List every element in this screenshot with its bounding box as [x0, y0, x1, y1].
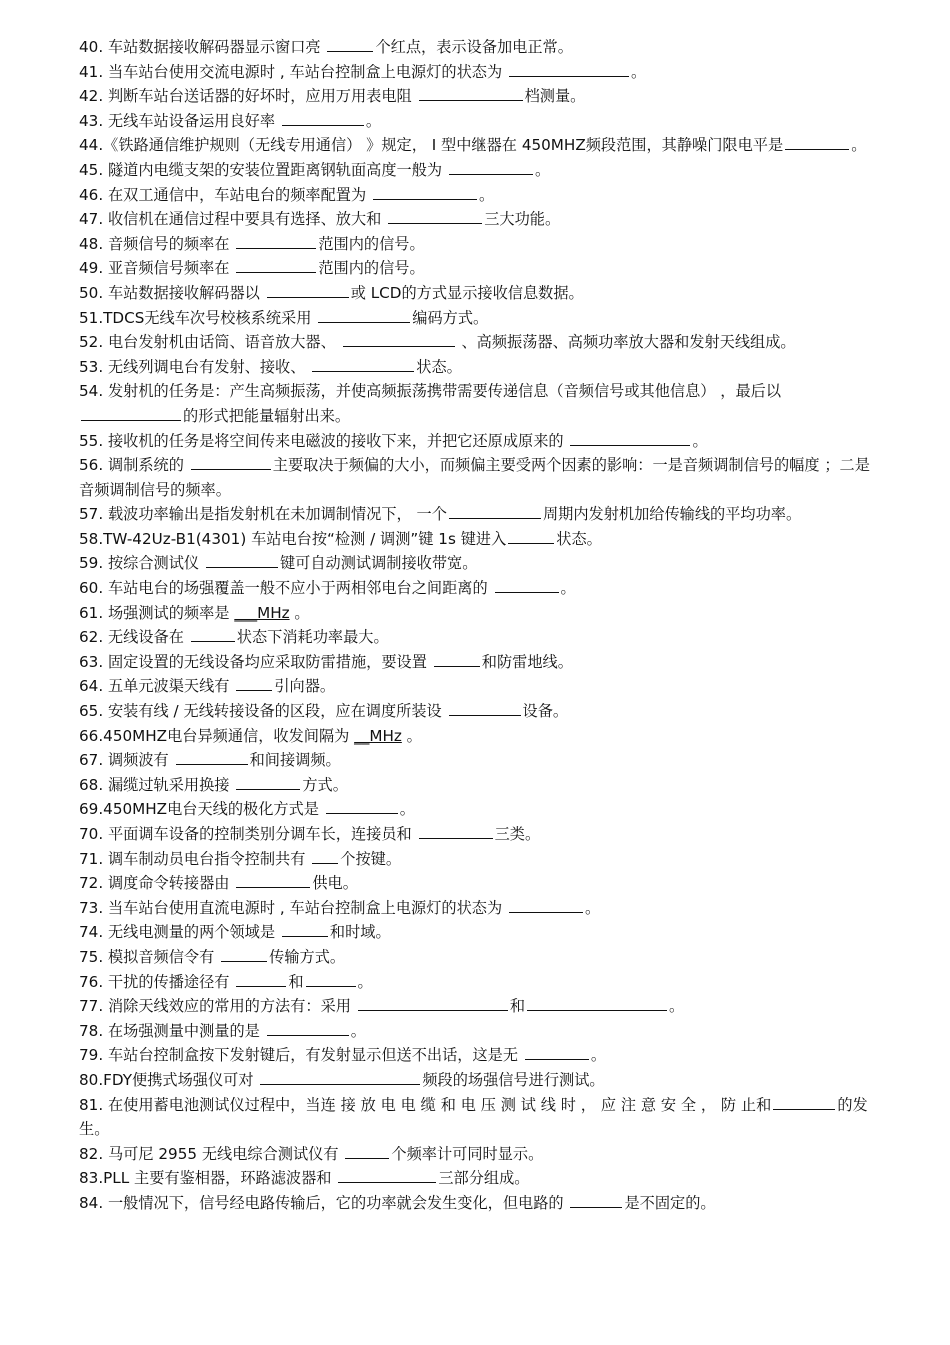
question-text: 档测量。 [524, 87, 586, 106]
question-item [79, 306, 879, 331]
question-item [79, 207, 879, 232]
question-text: 54. 发射机的任务是：产生高频振荡，并使高频振荡携带需要传递信息（音频信号或其他信息） ，最后以 [79, 382, 782, 401]
question-item [79, 551, 879, 576]
question-text: 。 [357, 972, 373, 991]
question-text: 。 [399, 800, 415, 819]
question-text: 引向器。 [274, 677, 336, 696]
question-text: 。 [401, 726, 422, 745]
question-text: 59. 按综合测试仪 [79, 554, 204, 573]
question-text: 。 [692, 431, 708, 450]
question-item [79, 724, 879, 749]
question-item [79, 527, 879, 552]
question-text: 68. 漏缆过轨采用换接 [79, 775, 235, 794]
question-text: 传输方式。 [269, 947, 346, 966]
question-item [79, 1093, 879, 1142]
question-item [79, 158, 879, 183]
question-item [79, 822, 879, 847]
question-item [79, 35, 879, 60]
question-text: 50. 车站数据接收解码器以 [79, 283, 265, 302]
answer-blank [260, 1069, 420, 1085]
question-item [79, 502, 879, 527]
answer-blank [236, 675, 272, 691]
question-text: 71. 调车制动员电台指令控制共有 [79, 849, 311, 868]
answer-blank [236, 872, 310, 888]
question-text: 46. 在双工通信中，车站电台的频率配置为 [79, 185, 371, 204]
answer-unit: __MHz [354, 726, 402, 745]
document-page [79, 35, 879, 1216]
question-text: 63. 固定设置的无线设备均应采取防雷措施，要设置 [79, 652, 432, 671]
question-text: 三类。 [494, 825, 541, 843]
answer-blank [327, 36, 373, 52]
question-text: 。 [479, 185, 495, 204]
question-text: 设备。 [522, 702, 569, 721]
question-text: 是不固定的。 [624, 1193, 716, 1212]
question-text: 。 [630, 62, 647, 81]
question-text: 三部分组成。 [438, 1169, 530, 1188]
answer-blank [570, 430, 690, 446]
answer-blank [282, 110, 364, 126]
question-item [79, 674, 879, 699]
question-item [79, 379, 879, 428]
question-text: 52. 电台发射机由话筒、语音放大器、 [79, 333, 341, 352]
question-text: 。 [851, 136, 867, 155]
answer-blank [312, 848, 338, 864]
question-text: 。 [289, 603, 310, 622]
question-text: 个红点，表示设备加电正常。 [375, 38, 573, 56]
question-item [79, 1043, 879, 1068]
question-item [79, 896, 879, 921]
question-item [79, 1019, 879, 1044]
answer-blank [509, 61, 629, 77]
question-item [79, 994, 879, 1019]
answer-blank [326, 798, 398, 814]
answer-blank [345, 1143, 389, 1159]
answer-blank [81, 405, 181, 421]
answer-blank [176, 749, 248, 765]
question-item [79, 1142, 879, 1167]
question-text: 60. 车站电台的场强覆盖一般不应小于两相邻电台之间距离的 [79, 579, 493, 598]
answer-blank [525, 1044, 589, 1060]
question-text: 67. 调频波有 [79, 751, 174, 770]
question-text: 65. 安装有线 / 无线转接设备的区段，应在调度所装设 [79, 702, 447, 721]
question-item [79, 945, 879, 970]
question-text: 和间接调频。 [249, 751, 341, 770]
question-text: 57. 载波功率输出是指发射机在未加调制情况下， 一个 [79, 505, 447, 524]
question-text: 66.450MHZ电台异频通信，收发间隔为 [79, 726, 355, 745]
answer-unit: ___MHz [234, 603, 290, 622]
answer-blank [236, 233, 316, 249]
question-text: 。 [534, 160, 551, 179]
question-text: 。 [350, 1021, 366, 1040]
question-item [79, 773, 879, 798]
question-text: 84. 一般情况下，信号经电路传输后，它的功率就会发生变化，但电路的 [79, 1193, 569, 1212]
question-text: 75. 模拟音频信令有 [79, 947, 220, 966]
answer-blank [434, 651, 480, 667]
question-item [79, 797, 879, 822]
answer-blank [419, 85, 523, 101]
question-text: 或 LCD的方式显示接收信息数据。 [350, 283, 584, 302]
answer-blank [338, 1167, 436, 1183]
question-text: 和 [288, 972, 304, 991]
answer-blank [191, 626, 235, 642]
question-item [79, 650, 879, 675]
question-text: 三大功能。 [484, 210, 561, 229]
question-item [79, 1068, 879, 1093]
question-text: 45. 隧道内电缆支架的安装位置距离钢轨面高度一般为 [79, 160, 447, 179]
question-text: 状态。 [416, 357, 462, 376]
answer-blank [508, 528, 554, 544]
question-text: 周期内发射机加给传输线的平均功率。 [542, 505, 802, 524]
question-text: 78. 在场强测量中测量的是 [79, 1021, 265, 1040]
question-item [79, 920, 879, 945]
answer-blank [785, 134, 849, 150]
question-text: 个按键。 [340, 849, 401, 868]
answer-blank [236, 257, 316, 273]
answer-blank [358, 995, 508, 1011]
question-text: 70. 平面调车设备的控制类别分调车长，连接员和 [79, 825, 417, 843]
question-item [79, 109, 879, 134]
question-text: 。 [560, 579, 576, 598]
question-text: 53. 无线列调电台有发射、接收、 [79, 357, 311, 376]
answer-blank [236, 971, 286, 987]
question-text: 51.TDCS无线车次号校核系统采用 [79, 308, 317, 327]
question-text: 58.TW-42Uz-B1(4301) 车站电台按“检测 / 调测”键 1s 键进入 [79, 529, 507, 548]
question-text: 80.FDY便携式场强仪可对 [79, 1070, 259, 1089]
question-item [79, 232, 879, 257]
answer-blank [282, 921, 328, 937]
answer-blank [267, 282, 349, 298]
question-text: 41. 当车站台使用交流电源时 , 车站台控制盒上电源灯的状态为 [79, 62, 507, 81]
question-text: 62. 无线设备在 [79, 628, 189, 647]
question-item [79, 1191, 879, 1216]
question-text: 。 [584, 898, 601, 917]
question-text: 77. 消除天线效应的常用的方法有：采用 [79, 997, 356, 1016]
answer-blank [509, 897, 583, 913]
question-text: 的发生。 [79, 1095, 868, 1139]
answer-blank [318, 307, 410, 323]
question-text: 61. 场强测试的频率是 [79, 603, 235, 622]
question-text: 76. 干扰的传播途径有 [79, 972, 235, 991]
question-text: 64. 五单元波渠天线有 [79, 677, 235, 696]
answer-blank [527, 995, 667, 1011]
question-item [79, 183, 879, 208]
question-text: 79. 车站台控制盒按下发射键后，有发射显示但送不出话，这是无 [79, 1046, 523, 1065]
question-text: 个频率计可同时显示。 [391, 1144, 544, 1163]
question-text: 43. 无线车站设备运用良好率 [79, 111, 280, 130]
question-text: 82. 马可尼 2955 无线电综合测试仪有 [79, 1144, 344, 1163]
answer-blank [236, 774, 300, 790]
question-text: 编码方式。 [412, 308, 489, 327]
question-item [79, 1166, 879, 1191]
answer-blank [343, 331, 455, 347]
question-text: 72. 调度命令转接器由 [79, 874, 235, 893]
question-text: 范围内的信号。 [318, 259, 425, 278]
question-text: 方式。 [302, 775, 348, 794]
question-item [79, 576, 879, 601]
answer-blank [373, 184, 477, 200]
question-text: 83.PLL 主要有鉴相器，环路滤波器和 [79, 1169, 337, 1188]
question-text: 。 [365, 111, 382, 130]
question-item [79, 330, 879, 355]
answer-blank [267, 1020, 349, 1036]
question-item [79, 84, 879, 109]
question-text: 44.《铁路通信维护规则（无线专用通信） 》规定， I 型中继器在 450MHZ频段范围，其静噪门限电平是 [79, 136, 784, 155]
question-text: 状态下消耗功率最大。 [236, 628, 389, 647]
question-text: 键可自动测试调制接收带宽。 [279, 554, 478, 573]
answer-blank [495, 577, 559, 593]
answer-blank [449, 700, 521, 716]
question-text: 81. 在使用蓄电池测试仪过程中，当连 接 放 电 电 缆 和 电 压 测 试 线 时 ， 应 注 意 安 全 ， 防 止和 [79, 1095, 772, 1114]
question-text: 和防雷地线。 [481, 652, 573, 671]
question-text: 40. 车站数据接收解码器显示窗口亮 [79, 38, 326, 56]
question-text: 和 [509, 997, 525, 1016]
question-item [79, 699, 879, 724]
question-item [79, 281, 879, 306]
answer-blank [388, 208, 482, 224]
question-text: 、高频振荡器、高频功率放大器和发射天线组成。 [456, 333, 796, 352]
question-item [79, 133, 879, 158]
question-text: 供电。 [312, 874, 358, 893]
answer-blank [206, 552, 278, 568]
question-item [79, 453, 879, 502]
question-item [79, 601, 879, 626]
question-text: 状态。 [556, 529, 602, 548]
answer-blank [306, 971, 356, 987]
question-item [79, 748, 879, 773]
question-item [79, 256, 879, 281]
question-text: 频段的场强信号进行测试。 [422, 1070, 605, 1089]
question-text: 56. 调制系统的 [79, 456, 189, 475]
question-text: 48. 音频信号的频率在 [79, 234, 235, 253]
answer-blank [419, 823, 493, 839]
answer-blank [221, 946, 267, 962]
question-text: 55. 接收机的任务是将空间传来电磁波的接收下来，并把它还原成原来的 [79, 431, 569, 450]
question-text: 主要取决于频偏的大小，而频偏主要受两个因素的影响：一是音频调制信号的幅度 ；二是音频调制信号的频率。 [79, 456, 870, 499]
question-text: 的形式把能量辐射出来。 [183, 406, 351, 425]
answer-blank [312, 356, 414, 372]
question-text: 73. 当车站台使用直流电源时 , 车站台控制盒上电源灯的状态为 [79, 898, 507, 917]
question-text: 范围内的信号。 [318, 234, 425, 253]
question-text: 。 [669, 997, 685, 1016]
question-text: 和时域。 [329, 923, 391, 942]
question-item [79, 429, 879, 454]
question-text: 42. 判断车站台送话器的好坏时，应用万用表电阻 [79, 87, 417, 106]
answer-blank [191, 454, 271, 470]
question-item [79, 871, 879, 896]
question-text: 47. 收信机在通信过程中要具有选择、放大和 [79, 210, 387, 229]
answer-blank [449, 159, 533, 175]
question-item [79, 355, 879, 380]
question-item [79, 60, 879, 85]
question-text: 49. 亚音频信号频率在 [79, 259, 235, 278]
answer-blank [773, 1094, 835, 1110]
answer-blank [570, 1192, 622, 1208]
question-text: 69.450MHZ电台天线的极化方式是 [79, 800, 324, 819]
question-item [79, 847, 879, 872]
question-item [79, 625, 879, 650]
question-item [79, 970, 879, 995]
answer-blank [449, 503, 541, 519]
question-text: 74. 无线电测量的两个领域是 [79, 923, 280, 942]
question-text: 。 [590, 1046, 607, 1065]
